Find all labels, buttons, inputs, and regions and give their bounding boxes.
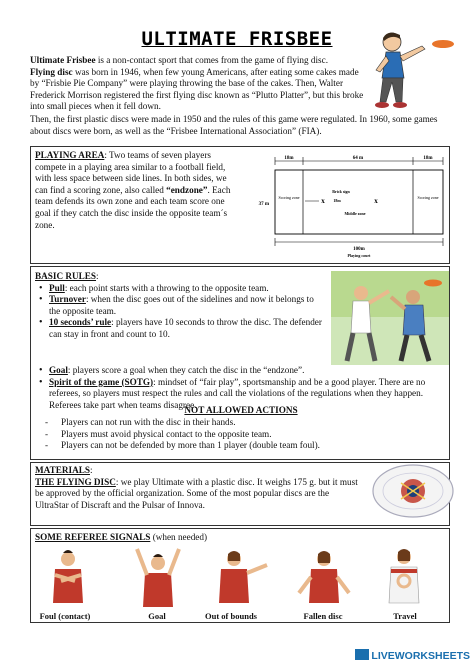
playing-area-section	[30, 146, 450, 264]
fallen-disc-signal-figure	[289, 547, 359, 609]
rule-item: • Pull: each point starts with a throwing to the opposite team.	[49, 283, 325, 295]
materials-section	[30, 462, 450, 526]
rule-item: • Spirit of the game (SOTG): mindset of “fair play”, sportsmanship and be a good player. There are no referees, so players must respect the rules and call the violations of the regulations when they happen. Referees take part when teams disagree.	[49, 377, 445, 412]
not-allowed-item: - Players can not run with the disc in their hands.	[45, 417, 445, 429]
goal-signal-figure	[123, 547, 193, 609]
intro-paragraph-2: Then, the first plastic discs were made in 1950 and the rules of this game were regulated. In 1960, some games about discs were born, as well as the “Frisbee International Association” (FIA).	[30, 114, 438, 136]
intro-paragraph-1: Ultimate Frisbee is a non-contact sport that comes from the game of flying disc. Flying disc was born in 1946, when few young Americans, after eating some cakes made by “Frisbie Pie Company” were playing throwing the base of the cakes. Then, Walter Frederick Morrison registered the first flying disc known as “Plutto Platter”, but this broke into small pieces when it fell down.	[30, 55, 364, 112]
middle-zone-label: Middle zone	[344, 211, 366, 216]
court-total-length: 100m	[353, 247, 365, 252]
court-right-width: 18m	[423, 156, 433, 161]
court-height: 37 m	[258, 202, 269, 207]
scoring-zone-right: Scoring zone	[417, 195, 439, 200]
rule-item: • Goal: players score a goal when they catch the disc in the “endzone”.	[49, 365, 445, 377]
signals-heading-row	[35, 532, 207, 542]
scoring-zone-left: Scoring zone	[278, 195, 300, 200]
playing-court-diagram	[253, 153, 449, 261]
footer-brand: LIVEWORKSHEETS	[371, 650, 470, 662]
foul-signal-figure	[33, 547, 103, 609]
liveworksheets-footer[interactable]	[355, 649, 470, 663]
signal-label-travel: Travel	[393, 611, 417, 621]
basic-rules-section	[30, 266, 450, 460]
signal-label-goal: Goal	[148, 611, 166, 621]
court-left-width: 18m	[284, 156, 294, 161]
rule-item: • 10 seconds’ rule: players have 10 seconds to throw the disc. The defender can stay in front and count to 10.	[49, 317, 325, 340]
referee-signals-section	[30, 528, 450, 623]
signals-heading: SOME REFEREE SIGNALS	[35, 532, 151, 542]
players-illustration	[331, 271, 449, 365]
rule-item: • Turnover: when the disc goes out of the sidelines and now it belongs to the opposite team.	[49, 294, 325, 317]
not-allowed-item: - Players must avoid physical contact to the opposite team.	[45, 429, 445, 441]
materials-text: MATERIALS: THE FLYING DISC: we play Ultimate with a plastic disc. It weighs 175 g. but it must be approved by the official organization. Some of the most popular discs are the UltraStar of Discraft and the Pulsar of Innova.	[35, 465, 358, 510]
brick-mark-left: x	[321, 197, 325, 205]
court-caption: Playing court	[347, 253, 371, 258]
kid-frisbee-illustration	[370, 26, 462, 112]
signal-label-fallen-disc: Fallen disc	[303, 611, 343, 621]
not-allowed-heading: NOT ALLOWED ACTIONS	[184, 405, 298, 415]
liveworksheets-logo-icon	[355, 649, 369, 660]
signals-note: (when needed)	[150, 532, 208, 542]
flying-disc-image	[371, 457, 455, 521]
not-allowed-item: - Players can not be defended by more than 1 player (double team foul).	[45, 440, 445, 452]
out-of-bounds-signal-figure	[199, 547, 269, 609]
signal-label-foul: Foul (contact)	[39, 611, 91, 621]
court-mid-width: 64 m	[352, 156, 364, 161]
brick-sign-label: Brick sign	[332, 189, 350, 194]
playing-area-text: PLAYING AREA: Two teams of seven players compete in a playing area similar to a football field, with less space between side lines. In both sides, we can find a scoring zone, also called “endzone”. Each team defends its own zone and each team score one goal if they catch the disc inside the opposite team´s zone.	[35, 150, 231, 230]
page-title: ULTIMATE FRISBEE	[141, 28, 333, 50]
not-allowed-list	[45, 417, 445, 452]
signal-label-out-of-bounds: Out of bounds	[205, 611, 257, 621]
brick-mark-right: x	[374, 197, 378, 205]
basic-rules-list: BASIC RULES: • Pull: each point starts with a throwing to the opposite team. • Turnover: when the disc goes out of the sidelines and now it belongs to the opposite team. • 10 seconds’ rule: players have 10 seconds to throw the disc. The defender can stay in front and count to 10.	[35, 271, 325, 341]
travel-signal-figure	[369, 547, 439, 609]
brick-distance: 18m	[333, 198, 341, 203]
basic-rules-heading: BASIC RULES	[35, 271, 97, 281]
